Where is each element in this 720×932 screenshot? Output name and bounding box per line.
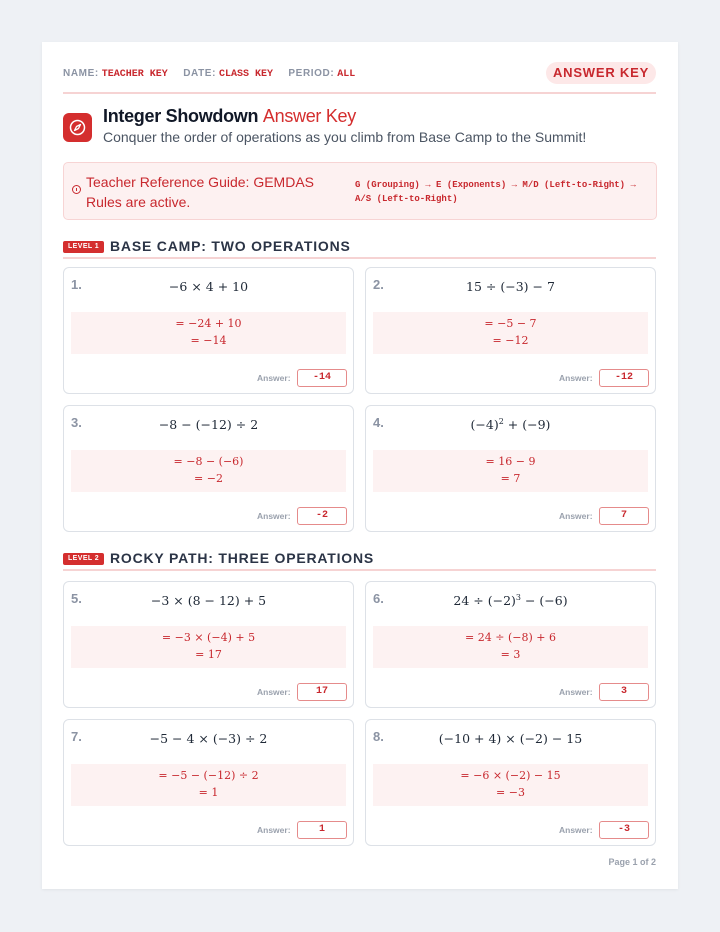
answer-label: Answer: (257, 687, 291, 697)
problem-card (365, 719, 656, 846)
problem-card (63, 267, 354, 394)
problem-card (365, 267, 656, 394)
solution-step: = −5 − 7 (484, 317, 537, 330)
problem-expression: −6 × 4 + 10 (168, 279, 249, 294)
problem-number: 4. (373, 415, 384, 430)
period-value: ALL (337, 69, 356, 80)
solution-steps (71, 626, 346, 668)
answer-box: 3 (599, 683, 649, 701)
student-info-fields (63, 68, 367, 80)
answer-box: 17 (297, 683, 347, 701)
solution-step: = −8 − (−6) (173, 455, 244, 468)
solution-step: = 24 ÷ (−8) + 6 (465, 631, 556, 644)
expression-rest: + (−9) (503, 417, 551, 433)
solution-steps (373, 312, 648, 354)
level-2-heading (63, 549, 656, 571)
solution-steps (373, 626, 648, 668)
answer-box: 1 (297, 821, 347, 839)
page-title (103, 106, 356, 127)
solution-step: = −2 (194, 472, 223, 485)
level-tag: LEVEL 1 (63, 241, 104, 253)
level-title: BASE CAMP: TWO OPERATIONS (110, 238, 351, 254)
expression-base: (−4) (470, 417, 499, 433)
info-icon (72, 185, 81, 194)
problem-card (63, 405, 354, 532)
solution-step: = −6 × (−2) − 15 (460, 769, 561, 782)
name-label: NAME: (63, 68, 99, 79)
problem-expression (366, 593, 655, 608)
problem-expression: −3 × (8 − 12) + 5 (150, 593, 267, 608)
problem-number: 3. (71, 415, 82, 430)
expression-base: 24 ÷ (−2) (453, 593, 516, 609)
compass-icon (63, 113, 92, 142)
level-tag: LEVEL 2 (63, 553, 104, 565)
solution-steps (71, 764, 346, 806)
problem-card (365, 405, 656, 532)
solution-steps (373, 764, 648, 806)
level-1-heading (63, 237, 656, 259)
answer-label: Answer: (559, 825, 593, 835)
answer-box: -3 (599, 821, 649, 839)
solution-step: = −12 (492, 334, 529, 347)
answer-label: Answer: (257, 373, 291, 383)
answer-label: Answer: (559, 511, 593, 521)
worksheet-page (42, 42, 678, 889)
problem-number: 1. (71, 277, 82, 292)
problem-expression: (−10 + 4) × (−2) − 15 (438, 731, 583, 746)
title-accent: Answer Key (262, 106, 356, 126)
solution-step: = −3 (496, 786, 525, 799)
expression-rest: − (−6) (521, 593, 568, 609)
answer-label: Answer: (257, 511, 291, 521)
solution-step: = 16 − 9 (485, 455, 536, 468)
solution-step: = −3 × (−4) + 5 (161, 631, 256, 644)
problem-expression (366, 417, 655, 432)
problem-number: 7. (71, 729, 82, 744)
solution-step: = −14 (190, 334, 227, 347)
problem-number: 5. (71, 591, 82, 606)
gemdas-rules: G (Grouping) → E (Exponents) → M/D (Left-to-Right) → A/S (Left-to-Right) (355, 180, 636, 204)
problem-card (63, 581, 354, 708)
solution-steps (373, 450, 648, 492)
exponent: 2 (498, 417, 504, 426)
period-label: PERIOD: (288, 68, 335, 79)
reference-text: Teacher Reference Guide: GEMDAS Rules are active. (86, 174, 314, 210)
problem-number: 6. (373, 591, 384, 606)
problem-expression: −8 − (−12) ÷ 2 (158, 417, 259, 432)
header-bar (63, 62, 656, 94)
answer-key-badge: ANSWER KEY (546, 62, 656, 84)
name-value: TEACHER KEY (101, 69, 168, 80)
level-title: ROCKY PATH: THREE OPERATIONS (110, 550, 375, 566)
problem-number: 2. (373, 277, 384, 292)
date-label: DATE: (183, 68, 216, 79)
solution-step: = 1 (198, 786, 219, 799)
date-value: CLASS KEY (219, 69, 274, 80)
answer-label: Answer: (257, 825, 291, 835)
solution-steps (71, 450, 346, 492)
problem-number: 8. (373, 729, 384, 744)
problem-expression: −5 − 4 × (−3) ÷ 2 (149, 731, 268, 746)
answer-box: -14 (297, 369, 347, 387)
page-subtitle: Conquer the order of operations as you climb from Base Camp to the Summit! (103, 129, 587, 145)
answer-label: Answer: (559, 373, 593, 383)
solution-step: = 3 (500, 648, 521, 661)
exponent: 3 (515, 593, 521, 602)
page-number: Page 1 of 2 (608, 857, 656, 867)
answer-box: -2 (297, 507, 347, 525)
answer-label: Answer: (559, 687, 593, 697)
title-main: Integer Showdown (103, 106, 259, 126)
solution-steps (71, 312, 346, 354)
solution-step: = 7 (500, 472, 521, 485)
problem-card (365, 581, 656, 708)
solution-step: = −24 + 10 (175, 317, 242, 330)
solution-step: = −5 − (−12) ÷ 2 (158, 769, 259, 782)
answer-box: 7 (599, 507, 649, 525)
reference-guide-box (63, 162, 657, 220)
answer-box: -12 (599, 369, 649, 387)
problem-card (63, 719, 354, 846)
solution-step: = 17 (195, 648, 222, 661)
problem-expression: 15 ÷ (−3) − 7 (466, 279, 555, 294)
